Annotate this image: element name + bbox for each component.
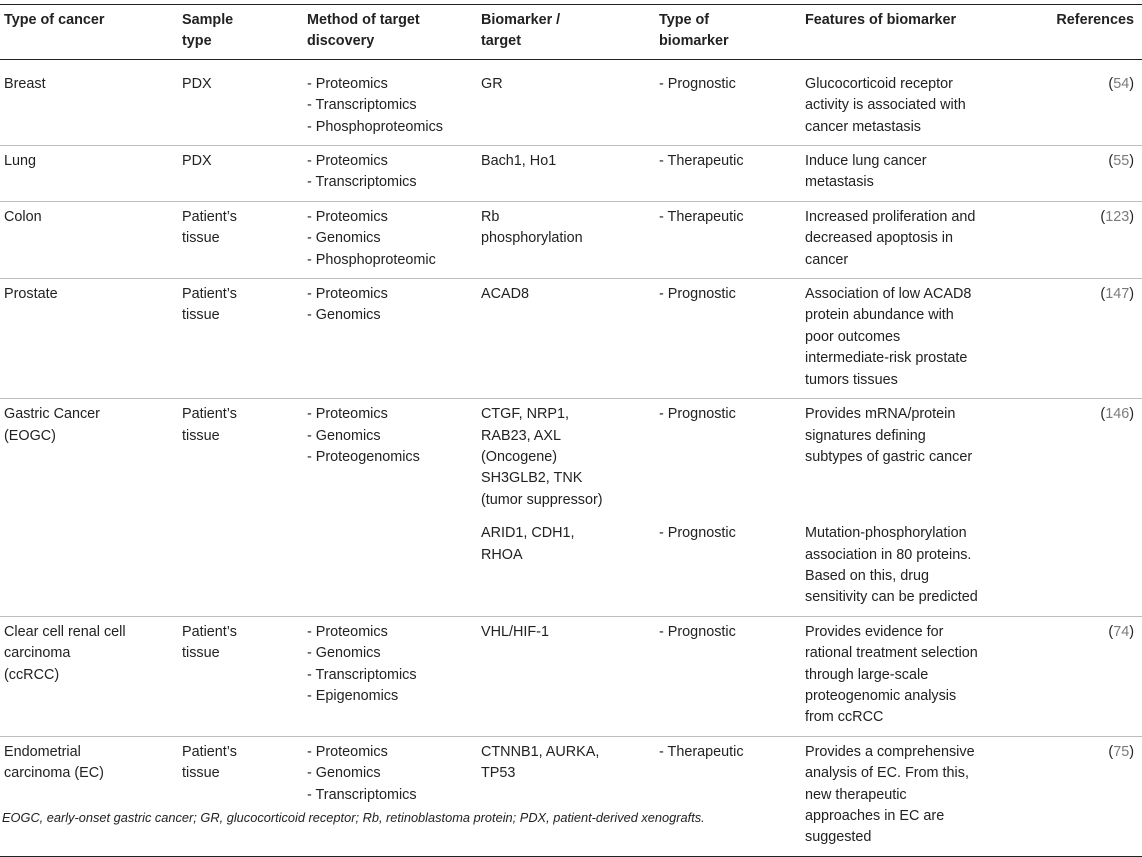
biomarker-table	[0, 4, 1142, 857]
header-features-of-biomarker	[801, 5, 1045, 60]
cell-line: from ccRCC	[805, 709, 884, 726]
cell-line: association in 80 proteins.	[805, 546, 972, 563]
cell-line: CTGF, NRP1,	[481, 406, 569, 423]
cell-line: ACAD8	[481, 286, 529, 303]
cell-line: Colon	[4, 208, 42, 225]
cell-methods	[303, 59, 477, 145]
cell-line: - Transcriptomics	[307, 786, 417, 803]
cell-sample-type	[178, 518, 303, 616]
cell-features	[801, 736, 1045, 856]
cell-line: Patient’s	[182, 743, 237, 760]
header-sample-type	[178, 5, 303, 60]
cell-line: carcinoma (EC)	[4, 765, 104, 782]
cell-line: Bach1, Ho1	[481, 153, 557, 170]
header-method-of-target-discovery	[303, 5, 477, 60]
table-row	[0, 616, 1142, 736]
cell-line: suggested	[805, 829, 872, 846]
cell-cancer-type	[0, 146, 178, 202]
cell-line: Patient’s	[182, 286, 237, 303]
cell-line: new therapeutic	[805, 786, 907, 803]
cell-line: - Therapeutic	[659, 743, 744, 760]
cell-line: RHOA	[481, 546, 523, 563]
cell-biomarker-type	[655, 59, 801, 145]
table-row	[0, 399, 1142, 519]
cell-features	[801, 201, 1045, 278]
cell-line: through large-scale	[805, 666, 929, 683]
cell-biomarker-type	[655, 201, 801, 278]
cell-reference: (75)	[1108, 743, 1134, 760]
cell-sample-type	[178, 616, 303, 736]
cell-line: ARID1, CDH1,	[481, 525, 575, 542]
cell-line: Prostate	[4, 286, 58, 303]
cell-line: Lung	[4, 153, 37, 170]
table-container	[0, 4, 1142, 857]
cell-line: PDX	[182, 75, 212, 92]
cell-line: - Phosphoproteomics	[307, 118, 443, 135]
cell-biomarker-type	[655, 146, 801, 202]
table-header	[0, 5, 1142, 60]
cell-line: Patient’s	[182, 623, 237, 640]
header-line: Features of biomarker	[805, 12, 957, 28]
cell-line: Mutation-phosphorylation	[805, 525, 967, 542]
cell-line: tissue	[182, 307, 220, 324]
cell-line: - Prognostic	[659, 623, 736, 640]
cell-cancer-type	[0, 736, 178, 856]
cell-line: Rb	[481, 208, 500, 225]
cell-line: - Genomics	[307, 765, 381, 782]
cell-sample-type	[178, 59, 303, 145]
cell-line: metastasis	[805, 174, 874, 191]
header-references	[1045, 5, 1142, 60]
header-biomarker-target	[477, 5, 655, 60]
cell-line: Patient’s	[182, 208, 237, 225]
header-line: biomarker	[659, 33, 729, 50]
cell-biomarker	[477, 616, 655, 736]
reference-link[interactable]: 55	[1113, 153, 1130, 170]
cell-line: tissue	[182, 765, 220, 782]
header-line: type	[182, 33, 212, 50]
cell-reference: (55)	[1108, 153, 1134, 170]
cell-line: approaches in EC are	[805, 808, 945, 824]
cell-reference: (146)	[1100, 406, 1134, 423]
cell-biomarker	[477, 146, 655, 202]
cell-features	[801, 399, 1045, 519]
cell-line: Patient’s	[182, 406, 237, 423]
cell-biomarker	[477, 736, 655, 856]
cell-line: - Prognostic	[659, 286, 736, 303]
cell-line: - Therapeutic	[659, 153, 744, 170]
cell-line: - Proteomics	[307, 75, 388, 92]
header-line: Type of cancer	[4, 12, 105, 28]
cell-line: - Proteomics	[307, 286, 388, 303]
cell-line: - Prognostic	[659, 525, 736, 542]
cell-line: - Prognostic	[659, 406, 736, 423]
cell-line: Provides mRNA/protein	[805, 406, 956, 423]
cell-line: - Proteogenomics	[307, 448, 420, 465]
reference-link[interactable]: 123	[1105, 208, 1130, 225]
cell-line: - Genomics	[307, 307, 381, 324]
cell-line: poor outcomes	[805, 328, 901, 345]
cell-line: Provides evidence for	[805, 623, 944, 640]
cell-line: subtypes of gastric cancer	[805, 448, 973, 465]
cell-line: signatures defining	[805, 427, 926, 444]
cell-line: CTNNB1, AURKA,	[481, 743, 600, 760]
table-row	[0, 736, 1142, 856]
cell-cancer-type	[0, 399, 178, 519]
cell-line: Endometrial	[4, 743, 81, 760]
cell-cancer-type	[0, 279, 178, 399]
cell-methods	[303, 736, 477, 856]
cell-line: sensitivity can be predicted	[805, 589, 978, 606]
cell-reference: (123)	[1100, 208, 1134, 225]
cell-biomarker	[477, 279, 655, 399]
cell-methods	[303, 201, 477, 278]
header-line: Type of	[659, 12, 710, 28]
cell-sample-type	[178, 279, 303, 399]
reference-link[interactable]: 74	[1113, 623, 1130, 640]
cell-line: TP53	[481, 765, 516, 782]
cell-line: - Genomics	[307, 230, 381, 247]
header-row	[0, 5, 1142, 60]
reference-link[interactable]: 75	[1113, 743, 1130, 760]
cell-line: tissue	[182, 427, 220, 444]
cell-line: intermediate-risk prostate	[805, 350, 968, 367]
cell-biomarker	[477, 518, 655, 616]
header-line: Method of target	[307, 12, 420, 28]
cell-sample-type	[178, 146, 303, 202]
cell-line: Glucocorticoid receptor	[805, 75, 953, 92]
header-line: discovery	[307, 33, 375, 50]
table-row	[0, 279, 1142, 399]
cell-biomarker-type	[655, 399, 801, 519]
cell-features	[801, 59, 1045, 145]
table-row	[0, 146, 1142, 202]
cell-line: - Proteomics	[307, 406, 388, 423]
cell-methods	[303, 518, 477, 616]
cell-features	[801, 518, 1045, 616]
cell-line: rational treatment selection	[805, 645, 978, 662]
cell-biomarker-type	[655, 736, 801, 856]
cell-line: - Genomics	[307, 427, 381, 444]
cell-sample-type	[178, 201, 303, 278]
cell-line: - Epigenomics	[307, 687, 399, 704]
cell-line: - Proteomics	[307, 208, 388, 225]
cell-line: VHL/HIF-1	[481, 623, 549, 640]
cell-line: phosphorylation	[481, 230, 583, 247]
cell-line: protein abundance with	[805, 307, 954, 324]
cell-line: (Oncogene)	[481, 448, 557, 465]
cell-biomarker-type	[655, 518, 801, 616]
reference-link[interactable]: 54	[1113, 75, 1130, 92]
cell-features	[801, 616, 1045, 736]
cell-line: Increased proliferation and	[805, 208, 976, 225]
cell-line: - Proteomics	[307, 743, 388, 760]
cell-methods	[303, 146, 477, 202]
cell-line: - Transcriptomics	[307, 97, 417, 114]
cell-methods	[303, 616, 477, 736]
cell-line: analysis of EC. From this,	[805, 765, 969, 782]
cell-line: (ccRCC)	[4, 666, 60, 683]
cell-biomarker-type	[655, 616, 801, 736]
cell-line: - Prognostic	[659, 75, 736, 92]
cell-line: tumors tissues	[805, 371, 898, 388]
header-type-of-cancer	[0, 5, 178, 60]
header-line: References	[1056, 12, 1134, 28]
cell-features	[801, 279, 1045, 399]
cell-line: tissue	[182, 645, 220, 662]
cell-cancer-type	[0, 59, 178, 145]
cell-line: proteogenomic analysis	[805, 687, 957, 704]
cell-line: decreased apoptosis in	[805, 230, 954, 247]
table-row	[0, 518, 1142, 616]
header-line: Biomarker /	[481, 12, 561, 28]
cell-biomarker-type	[655, 279, 801, 399]
cell-line: - Genomics	[307, 645, 381, 662]
cell-line: cancer metastasis	[805, 118, 921, 135]
cell-sample-type	[178, 736, 303, 856]
cell-features	[801, 146, 1045, 202]
table-footnote: EOGC, early-onset gastric cancer; GR, glucocorticoid receptor; Rb, retinoblastoma protein; PDX, patient-derived xenografts.	[2, 810, 705, 825]
cell-line: Induce lung cancer	[805, 153, 927, 170]
cell-line: Gastric Cancer	[4, 406, 100, 423]
table-row	[0, 201, 1142, 278]
cell-line: PDX	[182, 153, 212, 170]
cell-line: - Proteomics	[307, 623, 388, 640]
cell-line: (tumor suppressor)	[481, 491, 603, 508]
reference-link[interactable]: 146	[1105, 406, 1130, 423]
cell-line: (EOGC)	[4, 427, 56, 444]
cell-line: GR	[481, 75, 503, 92]
cell-line: Provides a comprehensive	[805, 743, 975, 760]
cell-methods	[303, 399, 477, 519]
cell-line: Association of low ACAD8	[805, 286, 972, 303]
header-line: target	[481, 33, 521, 50]
cell-sample-type	[178, 399, 303, 519]
cell-reference: (54)	[1108, 75, 1134, 92]
cell-line: RAB23, AXL	[481, 427, 561, 444]
cell-line: - Transcriptomics	[307, 174, 417, 191]
cell-line: cancer	[805, 251, 849, 268]
cell-biomarker	[477, 399, 655, 519]
cell-line: - Transcriptomics	[307, 666, 417, 683]
cell-reference: (74)	[1108, 623, 1134, 640]
cell-line: - Therapeutic	[659, 208, 744, 225]
cell-line: tissue	[182, 230, 220, 247]
cell-reference: (147)	[1100, 286, 1134, 303]
table-row	[0, 59, 1142, 145]
cell-line: Breast	[4, 75, 46, 92]
cell-biomarker	[477, 201, 655, 278]
cell-cancer-type	[0, 616, 178, 736]
cell-line: carcinoma	[4, 645, 71, 662]
cell-line: SH3GLB2, TNK	[481, 470, 583, 487]
cell-line: Based on this, drug	[805, 567, 929, 584]
cell-cancer-type	[0, 518, 178, 616]
reference-link[interactable]: 147	[1105, 286, 1130, 303]
cell-line: - Phosphoproteomic	[307, 251, 436, 268]
cell-line: - Proteomics	[307, 153, 388, 170]
table-body	[0, 59, 1142, 856]
cell-cancer-type	[0, 201, 178, 278]
cell-line: Clear cell renal cell	[4, 623, 126, 640]
cell-reference	[1045, 518, 1142, 616]
cell-methods	[303, 279, 477, 399]
cell-line: activity is associated with	[805, 97, 966, 114]
header-type-of-biomarker	[655, 5, 801, 60]
cell-biomarker	[477, 59, 655, 145]
header-line: Sample	[182, 12, 234, 28]
